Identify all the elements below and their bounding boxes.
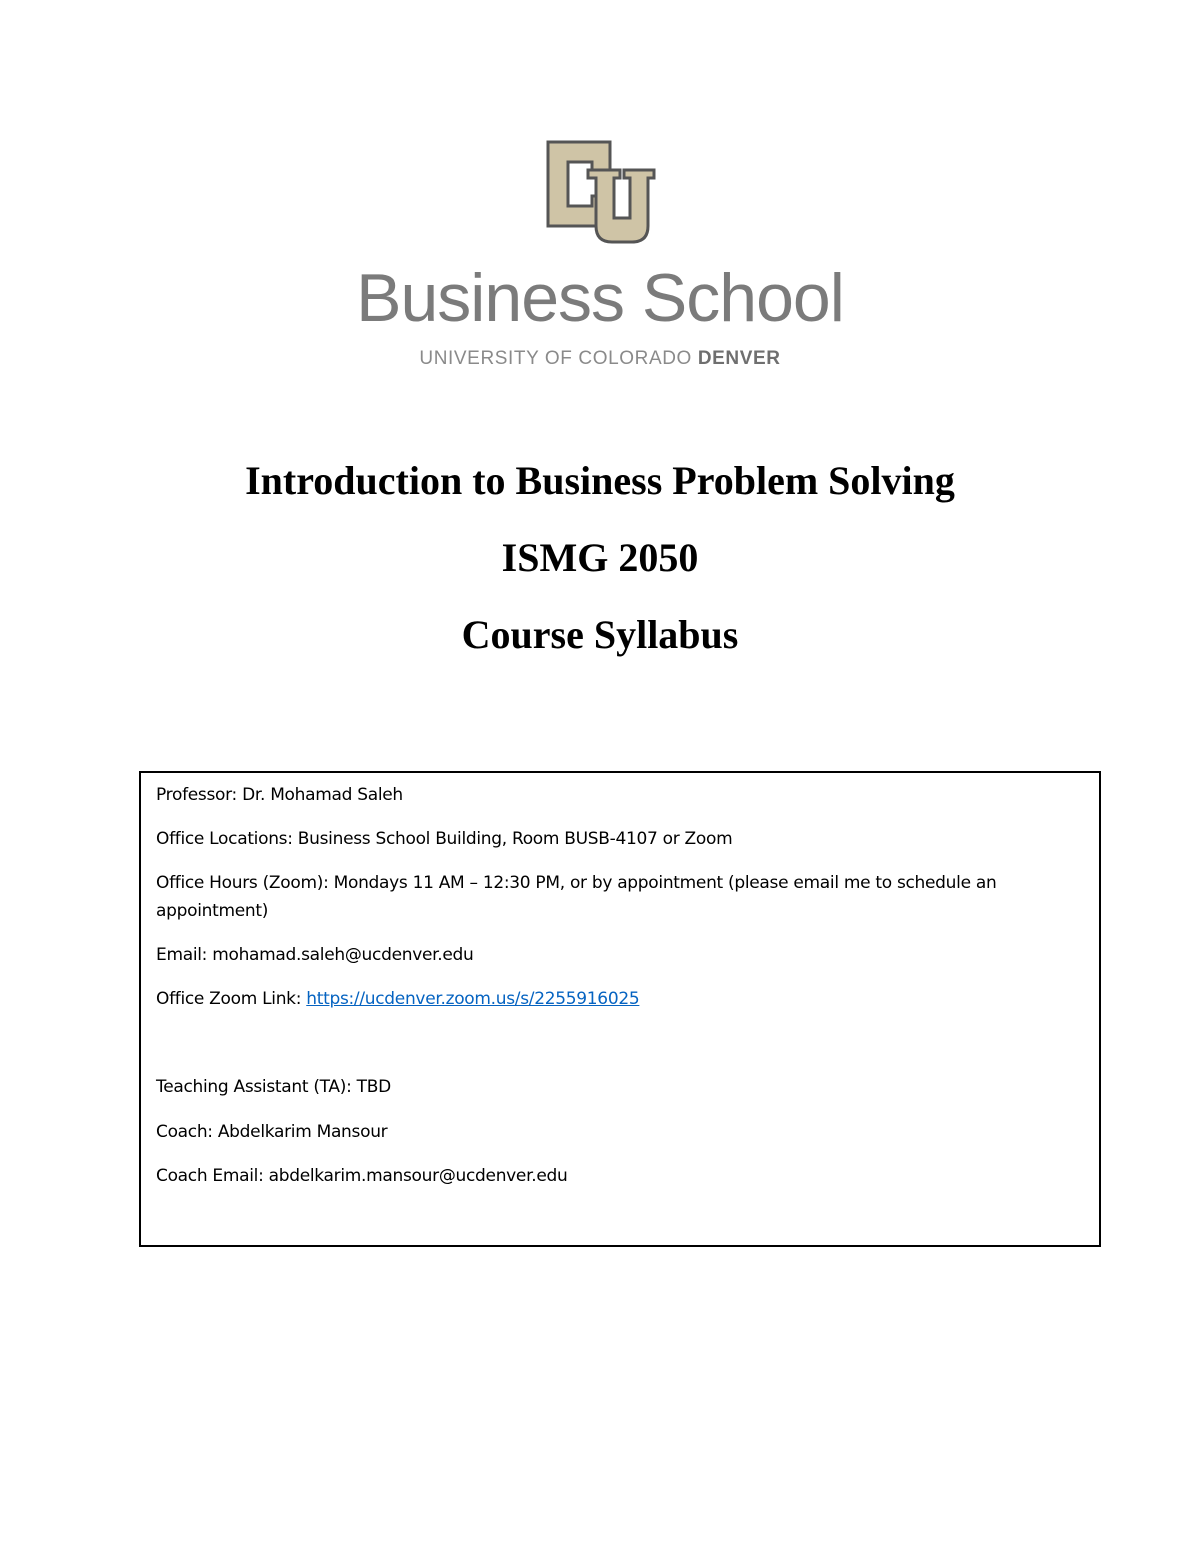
office-locations-line: [156, 825, 1081, 853]
office-hours-label: Office Hours (Zoom):: [156, 873, 334, 893]
logo-university-line: [0, 346, 1200, 372]
email-label: Email:: [156, 945, 213, 965]
office-locations-label: Office Locations:: [156, 829, 298, 849]
zoom-line: [156, 985, 1081, 1013]
document-type-heading: Course Syllabus: [461, 612, 739, 657]
cu-logo-icon: [540, 138, 658, 246]
zoom-label: Office Zoom Link:: [156, 989, 307, 1009]
ta-value: TBD: [356, 1077, 391, 1097]
office-hours-line: [156, 869, 1081, 925]
zoom-link[interactable]: https://ucdenver.zoom.us/s/2255916025: [306, 989, 640, 1009]
office-locations-value: Business School Building, Room BUSB-4107 or Zoom: [297, 829, 733, 849]
email-value: mohamad.saleh@ucdenver.edu: [212, 945, 474, 965]
ta-line: [156, 1073, 1081, 1101]
coach-name: Abdelkarim Mansour: [217, 1122, 388, 1142]
coach-email-value: abdelkarim.mansour@ucdenver.edu: [268, 1166, 568, 1186]
logo-university-prefix: UNIVERSITY OF COLORADO: [419, 348, 698, 369]
logo-university-campus: DENVER: [697, 348, 781, 369]
coach-email-label: Coach Email:: [156, 1166, 269, 1186]
professor-name: Dr. Mohamad Saleh: [242, 785, 403, 805]
ta-label: Teaching Assistant (TA):: [156, 1077, 357, 1097]
course-code: ISMG 2050: [501, 535, 699, 580]
contact-info-box: [139, 771, 1101, 1247]
logo-wordmark: Business School: [356, 260, 844, 336]
office-hours-value: Mondays 11 AM – 12:30 PM, or by appointment (please email me to schedule an appointment): [156, 873, 997, 921]
email-line: [156, 941, 1081, 969]
coach-line: [156, 1118, 1081, 1146]
course-title: Introduction to Business Problem Solving: [245, 458, 955, 503]
business-school-logo: [0, 0, 1200, 420]
coach-email-line: [156, 1162, 1081, 1190]
professor-line: [156, 781, 1081, 809]
coach-label: Coach:: [156, 1122, 218, 1142]
professor-label: Professor:: [156, 785, 243, 805]
